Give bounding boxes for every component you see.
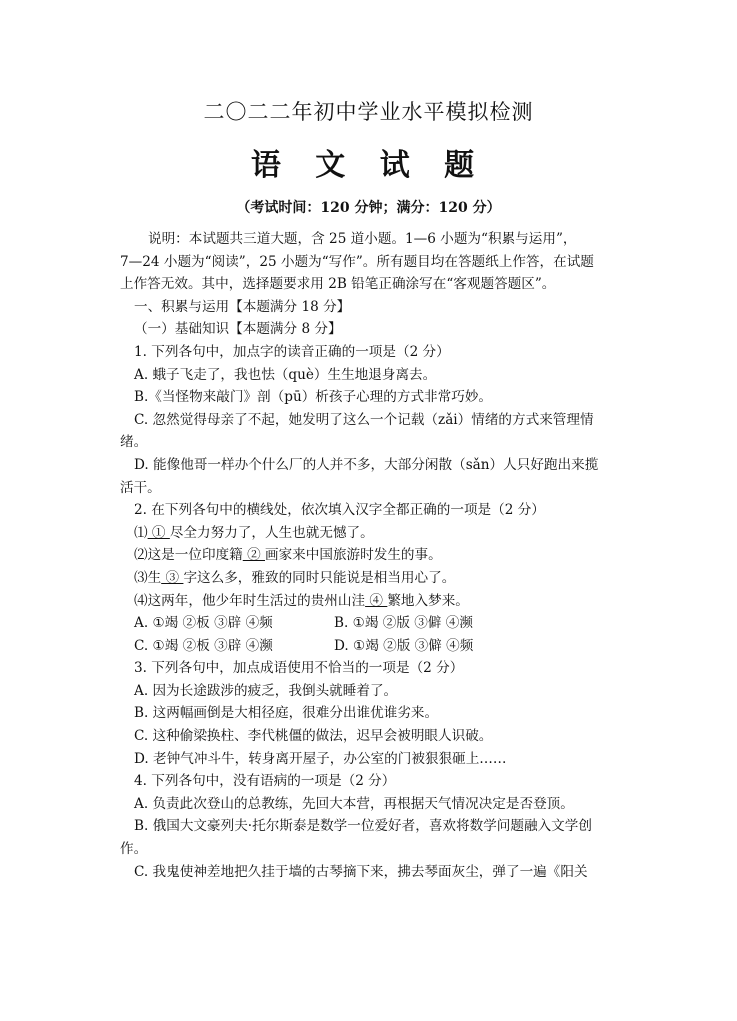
- sentence-prefix: ⑵这是一位印度籍: [134, 547, 243, 564]
- sub-section-heading: （一）基础知识【本题满分 8 分】: [134, 321, 342, 338]
- question-stem: 1. 下列各句中，加点字的读音正确的一项是（2 分）: [134, 343, 450, 360]
- option-c: C. 这种偷梁换柱、李代桃僵的做法，迟早会被明眼人识破。: [134, 728, 493, 745]
- question-stem: 4. 下列各句中，没有语病的一项是（2 分）: [134, 773, 396, 790]
- option-a: A. 负责此次登山的总教练，先回大本营，再根据天气情况决定是否登顶。: [134, 795, 574, 812]
- sentence-prefix: ⑶生: [134, 569, 162, 586]
- option-d-cont: 活干。: [120, 479, 161, 496]
- sentence-rest: 繁地入梦来。: [387, 592, 469, 609]
- fill-blank: ①: [147, 524, 170, 541]
- exam-body: [120, 228, 620, 883]
- option-b-cont: 作。: [120, 841, 148, 858]
- option-b: B. ①竭 ②版 ③僻 ④濒: [334, 615, 473, 632]
- option-c-cont: 绪。: [120, 434, 148, 451]
- sentence-rest: 尽全力努力了，人生也就无憾了。: [169, 524, 374, 541]
- option-a: A. 蛾子飞走了，我也怯（què）生生地退身离去。: [134, 366, 437, 383]
- intro-line: 说明：本试题共三道大题，含 25 道小题。1—6 小题为“积累与运用”，: [148, 231, 577, 247]
- fill-blank: ②: [242, 547, 265, 564]
- sentence-rest: 画家来中国旅游时发生的事。: [265, 547, 442, 564]
- sentence-prefix: ⑷这两年，他少年时生活过的贵州山洼: [134, 592, 366, 609]
- option-c: C. 我鬼使神差地把久挂于墙的古琴摘下来，拂去琴面灰尘，弹了一遍《阳关: [134, 863, 588, 880]
- sentence-1: [120, 522, 620, 545]
- sentence-2: [120, 544, 620, 567]
- option-b: B. 这两幅画倒是大相径庭，很难分出谁优谁劣来。: [134, 705, 439, 722]
- option-d: D. 老钟气冲斗牛，转身离开屋子，办公室的门被狠狠砸上……: [134, 750, 507, 767]
- sentence-4: [120, 590, 620, 613]
- intro-line: 上作答无效。其中，选择题要求用 2B 铅笔正确涂写在“客观题答题区”。: [120, 276, 556, 293]
- fill-blank: ③: [161, 569, 184, 586]
- fill-blank: ④: [365, 592, 388, 609]
- intro-line: 7—24 小题为“阅读”，25 小题为“写作”。所有题目均在答题纸上作答，在试题: [120, 253, 594, 270]
- option-d: D. ①竭 ②版 ③僻 ④频: [334, 637, 474, 654]
- question-stem: 3. 下列各句中，加点成语使用不恰当的一项是（2 分）: [134, 660, 464, 677]
- section-heading: 一、积累与运用【本题满分 18 分】: [134, 298, 351, 315]
- option-row: [120, 635, 620, 658]
- option-a: A. 因为长途跋涉的疲乏，我倒头就睡着了。: [134, 682, 398, 699]
- option-a: A. ①竭 ②板 ③辟 ④频: [134, 615, 273, 632]
- question-stem: 2. 在下列各句中的横线处，依次填入汉字全都正确的一项是（2 分）: [134, 502, 545, 519]
- option-row: [120, 612, 620, 635]
- exam-title: 二〇二二年初中学业水平模拟检测: [203, 100, 534, 124]
- option-c: C. 忽然觉得母亲了不起，她发明了这么一个记载（zǎi）情绪的方式来管理情: [134, 411, 594, 428]
- sentence-rest: 字这么多，雅致的同时只能说是相当用心了。: [183, 569, 456, 586]
- option-b: B.《当怪物来敲门》剖（pū）析孩子心理的方式非常巧妙。: [134, 389, 493, 406]
- subject-title: 语 文 试 题: [250, 148, 487, 183]
- sentence-prefix: ⑴: [134, 524, 148, 541]
- option-c: C. ①竭 ②板 ③辟 ④濒: [134, 637, 273, 654]
- exam-info: （考试时间：120 分钟；满分：120 分）: [236, 200, 501, 216]
- option-d: D. 能像他哥一样办个什么厂的人并不多，大部分闲散（sǎn）人只好跑出来揽: [134, 456, 599, 473]
- sentence-3: [120, 567, 620, 590]
- option-b: B. 俄国大文豪列夫·托尔斯泰是数学一位爱好者，喜欢将数学问题融入文学创: [134, 818, 592, 835]
